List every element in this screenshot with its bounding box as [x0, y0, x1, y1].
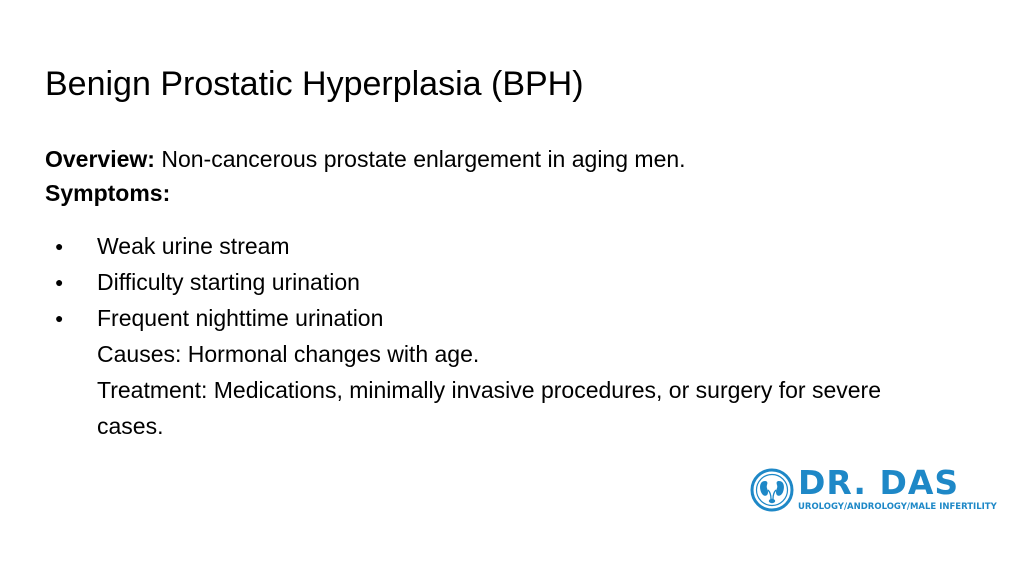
symptoms-list [45, 228, 985, 336]
overview-line [45, 142, 985, 176]
overview-label: Overview: [45, 146, 155, 172]
list-item [45, 300, 985, 336]
symptom-text: Frequent nighttime urination [97, 305, 384, 331]
symptoms-label: Symptoms: [45, 180, 171, 206]
logo-name: DR. DAS [798, 463, 960, 502]
symptom-text: Difficulty starting urination [97, 269, 360, 295]
logo-tagline: UROLOGY/ANDROLOGY/MALE INFERTILITY [798, 502, 997, 512]
logo-text [798, 463, 997, 513]
overview-text: Non-cancerous prostate enlargement in aging men. [154, 146, 686, 172]
kidney-logo-icon [750, 468, 794, 512]
bullet-icon: ● [55, 310, 64, 326]
slide-body [45, 142, 985, 444]
causes-text: Causes: Hormonal changes with age. [97, 341, 480, 367]
slide-title: Benign Prostatic Hyperplasia (BPH) [45, 65, 584, 103]
treatment-text-line-1: Treatment: Medications, minimally invasive procedures, or surgery for severe [97, 377, 881, 403]
list-item [45, 264, 985, 300]
bullet-icon: ● [55, 238, 64, 254]
symptom-text: Weak urine stream [97, 233, 290, 259]
bullet-icon: ● [55, 274, 64, 290]
dr-das-logo [750, 463, 997, 514]
treatment-text-line-2: cases. [97, 413, 164, 439]
list-item [45, 228, 985, 264]
